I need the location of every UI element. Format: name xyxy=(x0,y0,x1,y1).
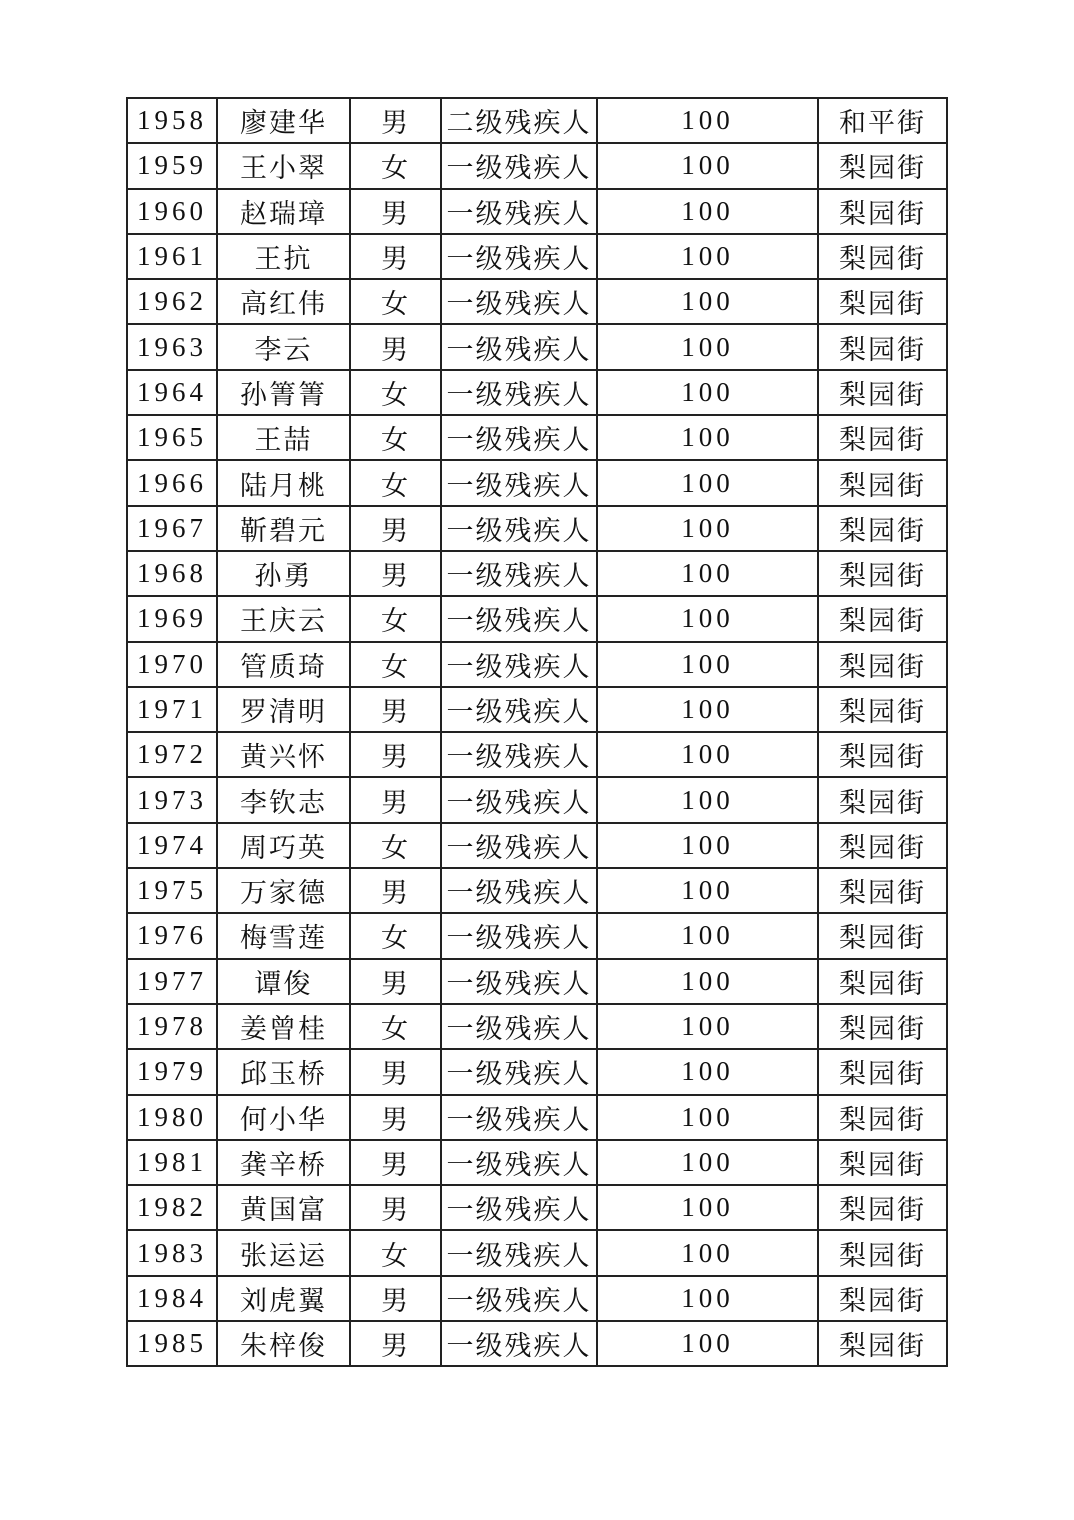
cell-disability-level: 一级残疾人 xyxy=(441,460,597,505)
cell-street: 梨园街 xyxy=(818,1321,947,1366)
cell-name: 赵瑞璋 xyxy=(217,189,350,234)
cell-disability-level: 一级残疾人 xyxy=(441,913,597,958)
cell-disability-level: 一级残疾人 xyxy=(441,868,597,913)
cell-street: 梨园街 xyxy=(818,913,947,958)
cell-amount: 100 xyxy=(597,823,818,868)
table-row xyxy=(127,234,947,279)
cell-name: 王庆云 xyxy=(217,596,350,641)
cell-number: 1973 xyxy=(127,777,217,822)
cell-disability-level: 一级残疾人 xyxy=(441,279,597,324)
cell-amount: 100 xyxy=(597,415,818,460)
cell-amount: 100 xyxy=(597,1004,818,1049)
table-row xyxy=(127,1140,947,1185)
cell-number: 1974 xyxy=(127,823,217,868)
cell-name: 李云 xyxy=(217,324,350,369)
cell-amount: 100 xyxy=(597,1276,818,1321)
cell-name: 张运运 xyxy=(217,1230,350,1275)
cell-disability-level: 一级残疾人 xyxy=(441,1230,597,1275)
cell-gender: 男 xyxy=(350,1321,441,1366)
cell-disability-level: 一级残疾人 xyxy=(441,1004,597,1049)
cell-disability-level: 一级残疾人 xyxy=(441,551,597,596)
cell-gender: 女 xyxy=(350,642,441,687)
cell-street: 梨园街 xyxy=(818,234,947,279)
table-row xyxy=(127,913,947,958)
table-row xyxy=(127,1185,947,1230)
cell-street: 梨园街 xyxy=(818,1049,947,1094)
cell-number: 1961 xyxy=(127,234,217,279)
cell-amount: 100 xyxy=(597,189,818,234)
table-row xyxy=(127,506,947,551)
cell-gender: 男 xyxy=(350,98,441,143)
cell-number: 1978 xyxy=(127,1004,217,1049)
table-row xyxy=(127,868,947,913)
cell-disability-level: 一级残疾人 xyxy=(441,506,597,551)
cell-street: 梨园街 xyxy=(818,370,947,415)
cell-street: 梨园街 xyxy=(818,687,947,732)
cell-gender: 男 xyxy=(350,959,441,1004)
cell-gender: 女 xyxy=(350,143,441,188)
cell-number: 1970 xyxy=(127,642,217,687)
cell-number: 1967 xyxy=(127,506,217,551)
table-row xyxy=(127,777,947,822)
table-row xyxy=(127,1230,947,1275)
cell-gender: 男 xyxy=(350,189,441,234)
cell-number: 1966 xyxy=(127,460,217,505)
cell-gender: 女 xyxy=(350,1004,441,1049)
table-row xyxy=(127,1004,947,1049)
cell-number: 1968 xyxy=(127,551,217,596)
cell-gender: 男 xyxy=(350,551,441,596)
cell-disability-level: 二级残疾人 xyxy=(441,98,597,143)
cell-amount: 100 xyxy=(597,370,818,415)
cell-name: 姜曾桂 xyxy=(217,1004,350,1049)
cell-gender: 男 xyxy=(350,1276,441,1321)
cell-name: 邱玉桥 xyxy=(217,1049,350,1094)
cell-name: 王小翠 xyxy=(217,143,350,188)
cell-gender: 男 xyxy=(350,777,441,822)
cell-name: 高红伟 xyxy=(217,279,350,324)
cell-number: 1960 xyxy=(127,189,217,234)
cell-number: 1975 xyxy=(127,868,217,913)
cell-disability-level: 一级残疾人 xyxy=(441,687,597,732)
cell-number: 1984 xyxy=(127,1276,217,1321)
table-row xyxy=(127,687,947,732)
cell-amount: 100 xyxy=(597,959,818,1004)
cell-amount: 100 xyxy=(597,234,818,279)
cell-disability-level: 一级残疾人 xyxy=(441,1049,597,1094)
cell-amount: 100 xyxy=(597,732,818,777)
cell-amount: 100 xyxy=(597,1230,818,1275)
cell-disability-level: 一级残疾人 xyxy=(441,959,597,1004)
cell-amount: 100 xyxy=(597,1049,818,1094)
cell-name: 何小华 xyxy=(217,1095,350,1140)
table-row xyxy=(127,98,947,143)
table-row xyxy=(127,642,947,687)
table-row xyxy=(127,823,947,868)
table-row xyxy=(127,1095,947,1140)
table-row xyxy=(127,959,947,1004)
cell-street: 梨园街 xyxy=(818,732,947,777)
cell-street: 梨园街 xyxy=(818,1230,947,1275)
cell-disability-level: 一级残疾人 xyxy=(441,1276,597,1321)
table-row xyxy=(127,1321,947,1366)
cell-name: 王抗 xyxy=(217,234,350,279)
cell-disability-level: 一级残疾人 xyxy=(441,732,597,777)
cell-gender: 男 xyxy=(350,687,441,732)
cell-disability-level: 一级残疾人 xyxy=(441,189,597,234)
cell-name: 孙勇 xyxy=(217,551,350,596)
cell-gender: 男 xyxy=(350,1049,441,1094)
cell-amount: 100 xyxy=(597,279,818,324)
cell-street: 梨园街 xyxy=(818,959,947,1004)
cell-name: 谭俊 xyxy=(217,959,350,1004)
cell-street: 梨园街 xyxy=(818,506,947,551)
cell-gender: 男 xyxy=(350,1185,441,1230)
cell-amount: 100 xyxy=(597,1321,818,1366)
cell-street: 梨园街 xyxy=(818,868,947,913)
cell-disability-level: 一级残疾人 xyxy=(441,777,597,822)
cell-name: 管质琦 xyxy=(217,642,350,687)
cell-amount: 100 xyxy=(597,642,818,687)
cell-amount: 100 xyxy=(597,460,818,505)
cell-street: 梨园街 xyxy=(818,1004,947,1049)
cell-street: 梨园街 xyxy=(818,189,947,234)
cell-amount: 100 xyxy=(597,143,818,188)
roster-body xyxy=(127,98,947,1366)
table-row xyxy=(127,551,947,596)
table-row xyxy=(127,460,947,505)
cell-gender: 男 xyxy=(350,506,441,551)
cell-amount: 100 xyxy=(597,1095,818,1140)
cell-amount: 100 xyxy=(597,687,818,732)
cell-gender: 男 xyxy=(350,1095,441,1140)
cell-number: 1976 xyxy=(127,913,217,958)
cell-amount: 100 xyxy=(597,506,818,551)
cell-street: 梨园街 xyxy=(818,1276,947,1321)
cell-number: 1972 xyxy=(127,732,217,777)
cell-street: 梨园街 xyxy=(818,1095,947,1140)
cell-disability-level: 一级残疾人 xyxy=(441,596,597,641)
cell-name: 黄国富 xyxy=(217,1185,350,1230)
cell-name: 刘虎翼 xyxy=(217,1276,350,1321)
cell-amount: 100 xyxy=(597,1185,818,1230)
cell-number: 1958 xyxy=(127,98,217,143)
cell-number: 1982 xyxy=(127,1185,217,1230)
cell-gender: 男 xyxy=(350,868,441,913)
cell-number: 1983 xyxy=(127,1230,217,1275)
cell-number: 1964 xyxy=(127,370,217,415)
cell-disability-level: 一级残疾人 xyxy=(441,415,597,460)
cell-number: 1959 xyxy=(127,143,217,188)
cell-gender: 女 xyxy=(350,415,441,460)
cell-number: 1977 xyxy=(127,959,217,1004)
cell-number: 1985 xyxy=(127,1321,217,1366)
table-row xyxy=(127,189,947,234)
cell-name: 孙箐箐 xyxy=(217,370,350,415)
cell-amount: 100 xyxy=(597,596,818,641)
cell-number: 1962 xyxy=(127,279,217,324)
cell-disability-level: 一级残疾人 xyxy=(441,642,597,687)
cell-disability-level: 一级残疾人 xyxy=(441,324,597,369)
cell-name: 王喆 xyxy=(217,415,350,460)
cell-number: 1963 xyxy=(127,324,217,369)
table-row xyxy=(127,732,947,777)
cell-disability-level: 一级残疾人 xyxy=(441,823,597,868)
table-row xyxy=(127,279,947,324)
table-row xyxy=(127,324,947,369)
cell-amount: 100 xyxy=(597,868,818,913)
table-row xyxy=(127,1276,947,1321)
cell-name: 梅雪莲 xyxy=(217,913,350,958)
cell-gender: 女 xyxy=(350,823,441,868)
cell-number: 1969 xyxy=(127,596,217,641)
cell-gender: 男 xyxy=(350,1140,441,1185)
cell-disability-level: 一级残疾人 xyxy=(441,234,597,279)
cell-name: 朱梓俊 xyxy=(217,1321,350,1366)
cell-street: 梨园街 xyxy=(818,1185,947,1230)
cell-amount: 100 xyxy=(597,777,818,822)
subsidy-roster-table xyxy=(126,97,948,1367)
cell-number: 1980 xyxy=(127,1095,217,1140)
cell-gender: 女 xyxy=(350,370,441,415)
cell-street: 梨园街 xyxy=(818,143,947,188)
cell-amount: 100 xyxy=(597,1140,818,1185)
table-row xyxy=(127,143,947,188)
table-row xyxy=(127,370,947,415)
cell-amount: 100 xyxy=(597,98,818,143)
cell-gender: 男 xyxy=(350,324,441,369)
table-row xyxy=(127,415,947,460)
cell-amount: 100 xyxy=(597,324,818,369)
cell-gender: 女 xyxy=(350,279,441,324)
cell-gender: 男 xyxy=(350,234,441,279)
cell-street: 梨园街 xyxy=(818,551,947,596)
cell-gender: 女 xyxy=(350,460,441,505)
cell-street: 梨园街 xyxy=(818,823,947,868)
cell-street: 梨园街 xyxy=(818,460,947,505)
cell-street: 梨园街 xyxy=(818,1140,947,1185)
cell-amount: 100 xyxy=(597,551,818,596)
table-row xyxy=(127,596,947,641)
cell-disability-level: 一级残疾人 xyxy=(441,1095,597,1140)
cell-disability-level: 一级残疾人 xyxy=(441,1140,597,1185)
cell-name: 黄兴怀 xyxy=(217,732,350,777)
cell-disability-level: 一级残疾人 xyxy=(441,1321,597,1366)
cell-name: 陆月桃 xyxy=(217,460,350,505)
cell-gender: 女 xyxy=(350,596,441,641)
cell-street: 梨园街 xyxy=(818,777,947,822)
cell-name: 罗清明 xyxy=(217,687,350,732)
cell-street: 和平街 xyxy=(818,98,947,143)
cell-amount: 100 xyxy=(597,913,818,958)
cell-gender: 女 xyxy=(350,913,441,958)
cell-number: 1981 xyxy=(127,1140,217,1185)
cell-street: 梨园街 xyxy=(818,642,947,687)
cell-name: 周巧英 xyxy=(217,823,350,868)
cell-street: 梨园街 xyxy=(818,279,947,324)
cell-name: 龚辛桥 xyxy=(217,1140,350,1185)
cell-gender: 女 xyxy=(350,1230,441,1275)
cell-street: 梨园街 xyxy=(818,324,947,369)
cell-disability-level: 一级残疾人 xyxy=(441,143,597,188)
cell-street: 梨园街 xyxy=(818,415,947,460)
cell-disability-level: 一级残疾人 xyxy=(441,370,597,415)
cell-name: 李钦志 xyxy=(217,777,350,822)
cell-number: 1965 xyxy=(127,415,217,460)
cell-name: 廖建华 xyxy=(217,98,350,143)
cell-disability-level: 一级残疾人 xyxy=(441,1185,597,1230)
table-row xyxy=(127,1049,947,1094)
cell-number: 1971 xyxy=(127,687,217,732)
cell-name: 万家德 xyxy=(217,868,350,913)
cell-name: 靳碧元 xyxy=(217,506,350,551)
cell-street: 梨园街 xyxy=(818,596,947,641)
cell-gender: 男 xyxy=(350,732,441,777)
cell-number: 1979 xyxy=(127,1049,217,1094)
